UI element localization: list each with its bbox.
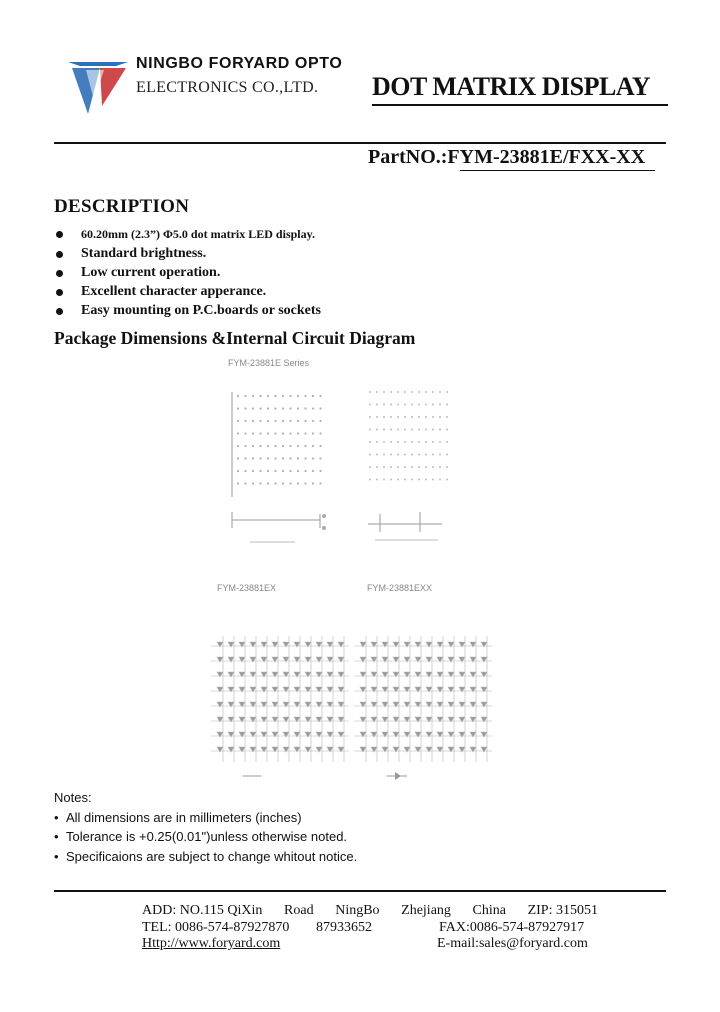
address-part: Zhejiang [401, 903, 451, 918]
notes-section [54, 790, 357, 868]
matrix-dot [297, 482, 299, 484]
matrix-dot [252, 470, 254, 472]
list-item [54, 226, 321, 246]
header-divider [54, 142, 666, 144]
matrix-dot [369, 466, 371, 468]
part-number-underline [460, 170, 655, 171]
matrix-dot [259, 470, 261, 472]
matrix-dot [404, 441, 406, 443]
package-outline-svg [220, 352, 500, 552]
matrix-dot [244, 482, 246, 484]
matrix-dot [376, 404, 378, 406]
matrix-dot [267, 395, 269, 397]
matrix-dot [383, 391, 385, 393]
matrix-dot [439, 479, 441, 481]
note-item [54, 829, 357, 849]
matrix-dot [404, 466, 406, 468]
matrix-dot [383, 466, 385, 468]
matrix-dot [418, 479, 420, 481]
address-part: Road [284, 903, 314, 918]
matrix-dot [274, 457, 276, 459]
matrix-dot [397, 429, 399, 431]
matrix-dot [252, 395, 254, 397]
matrix-dot [418, 454, 420, 456]
matrix-dot [244, 457, 246, 459]
matrix-dot [274, 395, 276, 397]
matrix-dot [237, 432, 239, 434]
matrix-dot [397, 454, 399, 456]
matrix-dot [289, 407, 291, 409]
matrix-dot [312, 470, 314, 472]
matrix-dot [297, 420, 299, 422]
matrix-dot [439, 466, 441, 468]
matrix-dot [446, 429, 448, 431]
package-heading: Package Dimensions &Internal Circuit Diagram [54, 328, 416, 348]
bullet-icon [56, 270, 63, 277]
matrix-dot [446, 416, 448, 418]
matrix-dot [237, 420, 239, 422]
internal-circuit-diagram [195, 580, 495, 780]
matrix-dot [418, 429, 420, 431]
document-title: DOT MATRIX DISPLAY [372, 72, 651, 101]
matrix-dot [418, 416, 420, 418]
matrix-dot [404, 479, 406, 481]
matrix-dot [369, 479, 371, 481]
matrix-dot [411, 466, 413, 468]
matrix-dot [282, 457, 284, 459]
matrix-dot [376, 429, 378, 431]
bullet-icon: • [54, 809, 59, 825]
matrix-dot [425, 404, 427, 406]
matrix-dot [425, 429, 427, 431]
matrix-dot [425, 441, 427, 443]
bullet-text: Easy mounting on P.C.boards or sockets [81, 303, 321, 318]
matrix-dot [289, 457, 291, 459]
matrix-dot [411, 391, 413, 393]
matrix-dot [397, 416, 399, 418]
website-link[interactable]: Http://www.foryard.com [142, 936, 281, 951]
matrix-dot [304, 482, 306, 484]
matrix-dot [432, 416, 434, 418]
matrix-dot [432, 454, 434, 456]
package-dimension-drawing [220, 352, 500, 552]
matrix-dot [397, 391, 399, 393]
matrix-dot [369, 391, 371, 393]
matrix-dot [383, 441, 385, 443]
matrix-dot [319, 482, 321, 484]
circuit-label-right: FYM-23881EXX [367, 583, 433, 593]
description-list [54, 226, 321, 322]
matrix-dot [244, 420, 246, 422]
matrix-dot [425, 466, 427, 468]
footer-tel-secondary: 87933652 [316, 920, 372, 935]
matrix-dot [432, 391, 434, 393]
matrix-dot [439, 404, 441, 406]
matrix-dot [297, 395, 299, 397]
matrix-dot [267, 457, 269, 459]
matrix-dot [289, 445, 291, 447]
matrix-dot [397, 466, 399, 468]
matrix-dot [319, 407, 321, 409]
matrix-dot [274, 470, 276, 472]
matrix-dot [312, 482, 314, 484]
bullet-text: Standard brightness. [81, 246, 207, 261]
matrix-dot [259, 420, 261, 422]
address-part: NingBo [335, 903, 380, 918]
note-text: All dimensions are in millimeters (inches) [66, 809, 302, 825]
matrix-dot [319, 470, 321, 472]
matrix-dot [376, 416, 378, 418]
matrix-dot [319, 457, 321, 459]
matrix-dot [259, 407, 261, 409]
matrix-dot [274, 445, 276, 447]
matrix-dot [252, 482, 254, 484]
matrix-dot [244, 407, 246, 409]
matrix-dot [446, 479, 448, 481]
matrix-dot [304, 407, 306, 409]
drawing-label: FYM-23881E Series [228, 358, 310, 368]
matrix-dot [267, 445, 269, 447]
matrix-dot [439, 429, 441, 431]
matrix-dot [237, 445, 239, 447]
matrix-dot [289, 420, 291, 422]
circuit-label-left: FYM-23881EX [217, 583, 277, 593]
matrix-dot [439, 454, 441, 456]
matrix-dot [304, 470, 306, 472]
matrix-dot [404, 416, 406, 418]
matrix-dot [304, 457, 306, 459]
note-text: Tolerance is +0.25(0.01")unless otherwise noted. [66, 829, 348, 844]
bullet-icon: • [54, 848, 59, 864]
matrix-dot [252, 432, 254, 434]
matrix-dot [297, 470, 299, 472]
bullet-icon [56, 231, 63, 238]
matrix-dot [312, 407, 314, 409]
matrix-dot [411, 454, 413, 456]
matrix-dot [282, 420, 284, 422]
matrix-dot [383, 429, 385, 431]
matrix-dot [397, 441, 399, 443]
matrix-dot [383, 454, 385, 456]
matrix-dot [289, 432, 291, 434]
matrix-dot [383, 404, 385, 406]
matrix-dot [404, 454, 406, 456]
matrix-dot [252, 420, 254, 422]
footer-fax: FAX:0086-574-87927917 [439, 920, 585, 935]
matrix-dot [390, 454, 392, 456]
note-text: Specificaions are subject to change whitout notice. [66, 848, 358, 864]
title-underline [372, 104, 668, 106]
matrix-dot [369, 429, 371, 431]
matrix-dot [312, 445, 314, 447]
matrix-dot [369, 441, 371, 443]
notes-heading: Notes: [54, 790, 92, 805]
matrix-dot [432, 441, 434, 443]
matrix-dot [376, 466, 378, 468]
bullet-text: 60.20mm (2.3”) Φ5.0 dot matrix LED display. [81, 227, 315, 241]
matrix-dot [390, 466, 392, 468]
bullet-icon [56, 289, 63, 296]
matrix-dot [312, 457, 314, 459]
matrix-dot [304, 395, 306, 397]
address-part: ZIP: 315051 [527, 903, 598, 918]
matrix-dot [432, 479, 434, 481]
matrix-dot [376, 391, 378, 393]
matrix-dot [274, 420, 276, 422]
matrix-dot [274, 432, 276, 434]
matrix-dot [432, 404, 434, 406]
matrix-dot [418, 466, 420, 468]
matrix-dot [282, 395, 284, 397]
matrix-dot [432, 429, 434, 431]
matrix-dot [267, 482, 269, 484]
matrix-dot [267, 407, 269, 409]
matrix-dot [446, 441, 448, 443]
list-item [54, 265, 321, 284]
matrix-dot [432, 466, 434, 468]
matrix-dot [411, 479, 413, 481]
bullet-icon: • [54, 829, 59, 844]
matrix-dot [411, 416, 413, 418]
matrix-dot [319, 445, 321, 447]
footer-divider [54, 890, 666, 892]
bullet-icon [56, 308, 63, 315]
matrix-dot [404, 391, 406, 393]
matrix-dot [289, 482, 291, 484]
matrix-dot [376, 441, 378, 443]
matrix-dot [418, 441, 420, 443]
footer-email[interactable]: E-mail:sales@foryard.com [437, 936, 588, 951]
matrix-dot [439, 416, 441, 418]
matrix-dot [289, 395, 291, 397]
matrix-dot [237, 470, 239, 472]
matrix-dot [312, 432, 314, 434]
matrix-dot [282, 445, 284, 447]
matrix-dot [252, 457, 254, 459]
matrix-dot [297, 457, 299, 459]
matrix-dot [282, 432, 284, 434]
footer-address [142, 903, 598, 919]
address-part: China [472, 903, 506, 918]
matrix-dot [446, 391, 448, 393]
matrix-dot [304, 432, 306, 434]
matrix-dot [319, 395, 321, 397]
matrix-dot [252, 407, 254, 409]
circuit-matrix-svg [195, 580, 495, 780]
matrix-dot [282, 407, 284, 409]
matrix-dot [369, 404, 371, 406]
matrix-dot [390, 404, 392, 406]
matrix-dot [267, 432, 269, 434]
matrix-dot [383, 479, 385, 481]
matrix-dot [425, 391, 427, 393]
matrix-dot [267, 470, 269, 472]
matrix-dot [274, 407, 276, 409]
list-item [54, 303, 321, 322]
matrix-dot [297, 432, 299, 434]
matrix-dot [404, 404, 406, 406]
matrix-dot [244, 445, 246, 447]
note-item [54, 849, 357, 869]
matrix-dot [369, 454, 371, 456]
matrix-dot [244, 470, 246, 472]
matrix-dot [237, 457, 239, 459]
matrix-dot [390, 441, 392, 443]
matrix-dot [289, 470, 291, 472]
matrix-dot [237, 407, 239, 409]
matrix-dot [274, 482, 276, 484]
foryard-logo-icon [66, 56, 134, 114]
matrix-dot [390, 391, 392, 393]
bullet-text: Excellent character apperance. [81, 284, 267, 299]
matrix-dot [439, 441, 441, 443]
matrix-dot [418, 404, 420, 406]
matrix-dot [304, 420, 306, 422]
matrix-dot [259, 457, 261, 459]
matrix-dot [390, 429, 392, 431]
matrix-dot [446, 466, 448, 468]
description-heading: DESCRIPTION [54, 196, 190, 217]
matrix-dot [259, 395, 261, 397]
matrix-dot [411, 404, 413, 406]
matrix-dot [446, 454, 448, 456]
matrix-dot [369, 416, 371, 418]
matrix-dot [397, 404, 399, 406]
matrix-dot [390, 416, 392, 418]
list-item [54, 246, 321, 265]
matrix-dot [319, 420, 321, 422]
bullet-text: Low current operation. [81, 265, 221, 280]
matrix-dot [237, 395, 239, 397]
matrix-dot [259, 432, 261, 434]
company-name-line1: NINGBO FORYARD OPTO [136, 55, 343, 72]
footer-tel: TEL: 0086-574-87927870 [142, 920, 290, 935]
address-part: ADD: NO.115 QiXin [142, 903, 263, 918]
matrix-dot [425, 454, 427, 456]
matrix-dot [411, 429, 413, 431]
matrix-dot [390, 479, 392, 481]
matrix-dot [425, 416, 427, 418]
matrix-dot [282, 470, 284, 472]
matrix-dot [237, 482, 239, 484]
matrix-dot [439, 391, 441, 393]
matrix-dot [446, 404, 448, 406]
matrix-dot [319, 432, 321, 434]
matrix-dot [282, 482, 284, 484]
matrix-dot [383, 416, 385, 418]
matrix-dot [418, 391, 420, 393]
matrix-dot [259, 482, 261, 484]
matrix-dot [312, 395, 314, 397]
bullet-icon [56, 251, 63, 258]
matrix-dot [297, 445, 299, 447]
matrix-dot [267, 420, 269, 422]
matrix-dot [411, 441, 413, 443]
matrix-dot [376, 479, 378, 481]
list-item [54, 284, 321, 303]
part-number: PartNO.:FYM-23881E/FXX-XX [368, 146, 646, 168]
matrix-dot [304, 445, 306, 447]
matrix-dot [312, 420, 314, 422]
company-name-line2: ELECTRONICS CO.,LTD. [136, 79, 319, 96]
matrix-dot [252, 445, 254, 447]
matrix-dot [425, 479, 427, 481]
matrix-dot [297, 407, 299, 409]
matrix-dot [244, 432, 246, 434]
matrix-dot [397, 479, 399, 481]
matrix-dot [259, 445, 261, 447]
matrix-dot [376, 454, 378, 456]
matrix-dot [244, 395, 246, 397]
matrix-dot [404, 429, 406, 431]
note-item [54, 810, 357, 830]
